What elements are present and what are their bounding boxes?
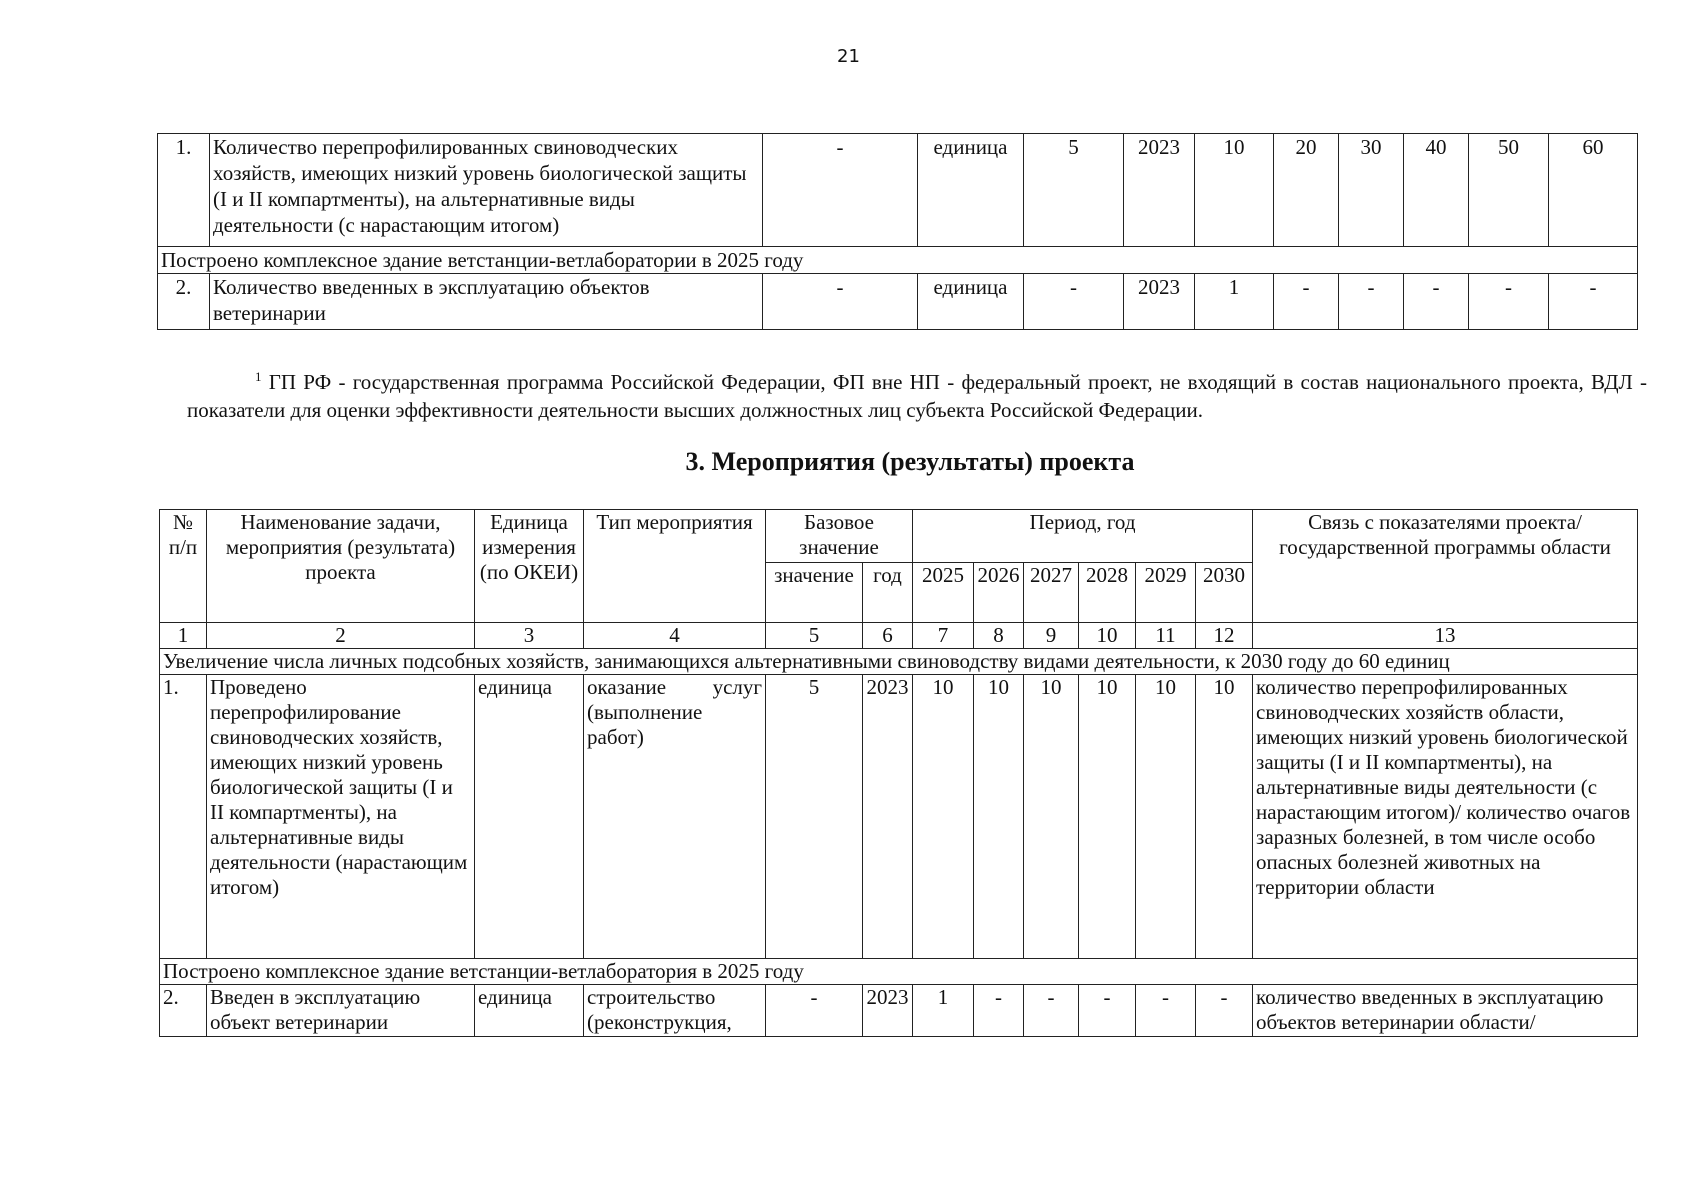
header-year: 2029 <box>1136 563 1196 623</box>
indicator-value: 20 <box>1274 134 1339 247</box>
indicator-row <box>158 134 1638 247</box>
indicator-value: 1 <box>1195 274 1274 330</box>
indicator-value: 30 <box>1339 134 1404 247</box>
result-name: Проведено перепрофилирование свиноводческих хозяйств, имеющих низкий уровень биологической защиты (I и II компартменты), на альтернативные виды деятельности (нарастающим итогом) <box>207 675 475 959</box>
indicator-base-year: 2023 <box>1124 134 1195 247</box>
header-unit: Единица измерения (по ОКЕИ) <box>475 510 584 623</box>
indicator-value: - <box>1469 274 1549 330</box>
header-base-value: значение <box>766 563 863 623</box>
header-base: Базовое значение <box>766 510 913 563</box>
indicator-unit: единица <box>918 134 1024 247</box>
result-value: 10 <box>974 675 1024 959</box>
row-number: 1. <box>158 134 210 247</box>
indicator-name: Количество перепрофилированных свиноводческих хозяйств, имеющих низкий уровень биологической защиты (I и II компартменты), на альтернативные виды деятельности (с нарастающим итогом) <box>210 134 763 247</box>
column-number: 6 <box>863 623 913 649</box>
header-base-year: год <box>863 563 913 623</box>
column-number: 9 <box>1024 623 1079 649</box>
page-number: 21 <box>837 46 860 67</box>
result-row <box>160 985 1638 1037</box>
result-unit: единица <box>475 985 584 1037</box>
result-name: Введен в эксплуатацию объект ветеринарии <box>207 985 475 1037</box>
indicator-value: 40 <box>1404 134 1469 247</box>
task-heading: Построено комплексное здание ветстанции-ветлаборатория в 2025 году <box>160 959 1638 985</box>
indicator-row <box>158 274 1638 330</box>
indicators-table <box>157 133 1638 330</box>
header-type: Тип мероприятия <box>584 510 766 623</box>
header-year: 2030 <box>1196 563 1253 623</box>
result-value: - <box>1024 985 1079 1037</box>
result-value: 1 <box>913 985 974 1037</box>
result-value: - <box>1196 985 1253 1037</box>
header-link: Связь с показателями проекта/государственной программы области <box>1253 510 1638 623</box>
result-value: 10 <box>1024 675 1079 959</box>
footnote <box>187 363 1647 424</box>
column-number: 13 <box>1253 623 1638 649</box>
result-value: - <box>1136 985 1196 1037</box>
indicator-level: - <box>763 274 918 330</box>
column-number: 2 <box>207 623 475 649</box>
header-num: № п/п <box>160 510 207 623</box>
footnote-mark: 1 <box>255 369 262 384</box>
result-base-year: 2023 <box>863 985 913 1037</box>
indicator-value: 60 <box>1549 134 1638 247</box>
header-year: 2027 <box>1024 563 1079 623</box>
column-number: 3 <box>475 623 584 649</box>
indicator-base-value: 5 <box>1024 134 1124 247</box>
section-row <box>158 247 1638 274</box>
result-base-value: 5 <box>766 675 863 959</box>
indicator-level: - <box>763 134 918 247</box>
result-value: - <box>974 985 1024 1037</box>
header-row <box>160 510 1638 563</box>
result-link: количество перепрофилированных свиноводческих хозяйств области, имеющих низкий уровень биологической защиты (I и II компартменты), на альтернативные виды деятельности (с нарастающим итогом)/ количество очагов заразных болезней, в том числе особо опасных болезней животных на территории области <box>1253 675 1638 959</box>
row-number: 2. <box>160 985 207 1037</box>
indicator-value: - <box>1274 274 1339 330</box>
result-base-year: 2023 <box>863 675 913 959</box>
result-row <box>160 675 1638 959</box>
column-number: 5 <box>766 623 863 649</box>
section-title: 3. Мероприятия (результаты) проекта <box>685 447 1135 476</box>
indicator-value: - <box>1339 274 1404 330</box>
results-table <box>159 509 1638 1037</box>
result-type: оказание услуг (выполнение работ) <box>584 675 766 959</box>
result-value: 10 <box>1079 675 1136 959</box>
task-row <box>160 649 1638 675</box>
result-value: 10 <box>913 675 974 959</box>
header-year: 2028 <box>1079 563 1136 623</box>
task-row <box>160 959 1638 985</box>
column-number: 10 <box>1079 623 1136 649</box>
header-period: Период, год <box>913 510 1253 563</box>
result-value: 10 <box>1136 675 1196 959</box>
header-name: Наименование задачи, мероприятия (результата) проекта <box>207 510 475 623</box>
result-unit: единица <box>475 675 584 959</box>
row-number: 2. <box>158 274 210 330</box>
indicator-base-year: 2023 <box>1124 274 1195 330</box>
header-year: 2025 <box>913 563 974 623</box>
column-number: 4 <box>584 623 766 649</box>
indicator-value: - <box>1404 274 1469 330</box>
indicator-unit: единица <box>918 274 1024 330</box>
column-number-row <box>160 623 1638 649</box>
column-number: 8 <box>974 623 1024 649</box>
header-year: 2026 <box>974 563 1024 623</box>
indicator-value: 10 <box>1195 134 1274 247</box>
column-number: 1 <box>160 623 207 649</box>
result-type: строительство (реконструкция, <box>584 985 766 1037</box>
result-value: - <box>1079 985 1136 1037</box>
indicator-base-value: - <box>1024 274 1124 330</box>
result-base-value: - <box>766 985 863 1037</box>
result-link: количество введенных в эксплуатацию объектов ветеринарии области/ <box>1253 985 1638 1037</box>
indicator-value: 50 <box>1469 134 1549 247</box>
indicator-value: - <box>1549 274 1638 330</box>
column-number: 7 <box>913 623 974 649</box>
task-heading: Увеличение числа личных подсобных хозяйств, занимающихся альтернативными свиноводству видами деятельности, к 2030 году до 60 единиц <box>160 649 1638 675</box>
column-number: 12 <box>1196 623 1253 649</box>
section-heading: Построено комплексное здание ветстанции-ветлаборатории в 2025 году <box>158 247 1638 274</box>
footnote-text: ГП РФ - государственная программа Российской Федерации, ФП вне НП - федеральный проект, не входящий в состав национального проекта, ВДЛ - показатели для оценки эффективности деятельности высших должностных лиц субъекта Российской Федерации. <box>187 370 1648 422</box>
row-number: 1. <box>160 675 207 959</box>
column-number: 11 <box>1136 623 1196 649</box>
result-value: 10 <box>1196 675 1253 959</box>
indicator-name: Количество введенных в эксплуатацию объектов ветеринарии <box>210 274 763 330</box>
